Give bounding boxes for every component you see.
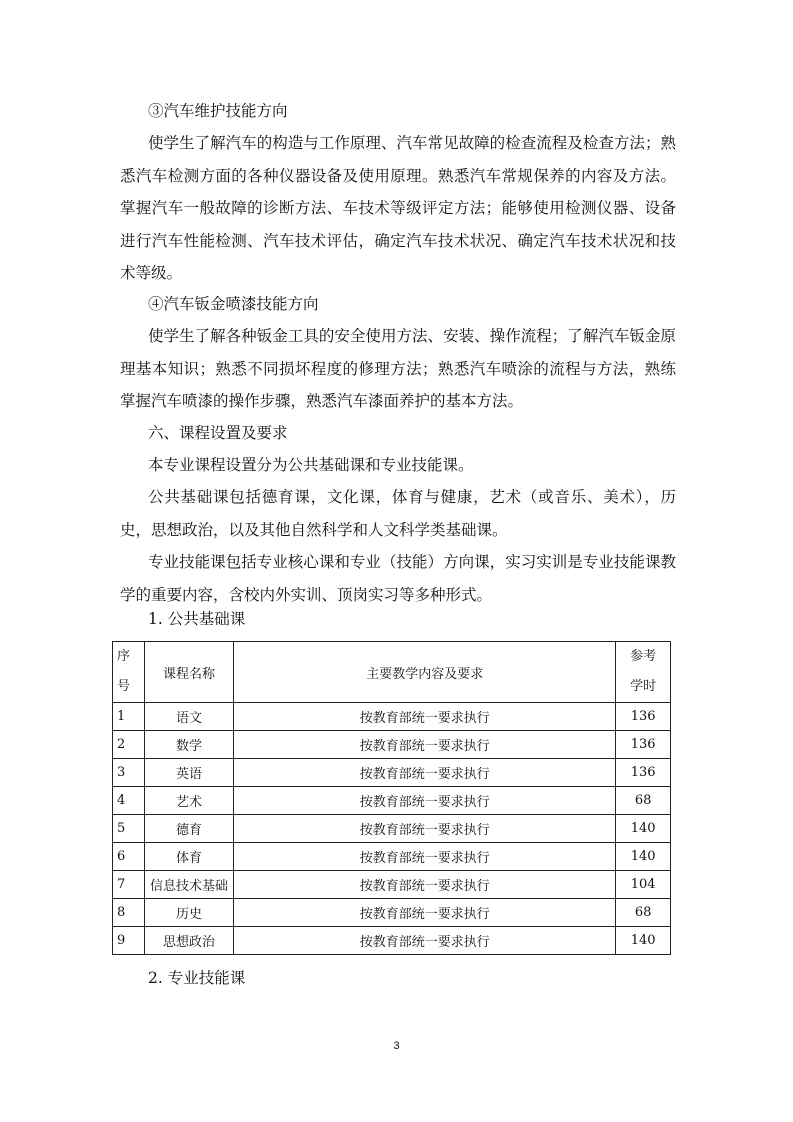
cell-no: 3 xyxy=(113,759,145,787)
section-body-maintenance: 使学生了解汽车的构造与工作原理、汽车常见故障的检查流程及检查方法；熟悉汽车检测方面的各种仪器设备及使用原理。熟悉汽车常规保养的内容及方法。掌握汽车一般故障的诊断方法、车技术等级评定方法；能够使用检测仪器、设备进行汽车性能检测、汽车技术评估，确定汽车技术状况、确定汽车技术状况和技术等级。 xyxy=(120,134,676,282)
cell-hours: 140 xyxy=(616,927,671,955)
cell-content: 按教育部统一要求执行 xyxy=(234,815,616,843)
table-row xyxy=(113,927,671,955)
cell-no: 5 xyxy=(113,815,145,843)
header-content: 主要教学内容及要求 xyxy=(234,642,616,703)
cell-no: 1 xyxy=(113,703,145,731)
cell-no: 4 xyxy=(113,787,145,815)
header-hours: 参考 学时 xyxy=(616,642,671,703)
cell-hours: 140 xyxy=(616,815,671,843)
table-row xyxy=(113,815,671,843)
cell-no: 7 xyxy=(113,871,145,899)
section-title-maintenance: ③汽车维护技能方向 xyxy=(148,102,288,120)
cell-content: 按教育部统一要求执行 xyxy=(234,927,616,955)
cell-hours: 136 xyxy=(616,759,671,787)
cell-course-name: 思想政治 xyxy=(144,927,233,955)
cell-course-name: 英语 xyxy=(144,759,233,787)
cell-content: 按教育部统一要求执行 xyxy=(234,787,616,815)
cell-course-name: 德育 xyxy=(144,815,233,843)
cell-hours: 104 xyxy=(616,871,671,899)
cell-content: 按教育部统一要求执行 xyxy=(234,871,616,899)
subsection-public-courses: 1. 公共基础课 xyxy=(148,610,246,628)
table-row xyxy=(113,703,671,731)
curriculum-title: 六、课程设置及要求 xyxy=(148,424,288,442)
cell-course-name: 信息技术基础 xyxy=(144,871,233,899)
cell-hours: 136 xyxy=(616,731,671,759)
table-row xyxy=(113,899,671,927)
section-title-bodywork: ④汽车钣金喷漆技能方向 xyxy=(148,295,319,313)
table-row xyxy=(113,787,671,815)
curriculum-paragraph-1: 本专业课程设置分为公共基础课和专业技能课。 xyxy=(148,456,474,474)
table-row xyxy=(113,843,671,871)
header-no: 序 号 xyxy=(113,642,145,703)
cell-hours: 68 xyxy=(616,787,671,815)
cell-course-name: 体育 xyxy=(144,843,233,871)
cell-course-name: 艺术 xyxy=(144,787,233,815)
section-body-bodywork: 使学生了解各种钣金工具的安全使用方法、安装、操作流程；了解汽车钣金原理基本知识；熟悉不同损坏程度的修理方法；熟悉汽车喷涂的流程与方法，熟练掌握汽车喷漆的操作步骤，熟悉汽车漆面养护的基本方法。 xyxy=(120,327,676,410)
subsection-professional-courses: 2. 专业技能课 xyxy=(148,969,246,987)
curriculum-paragraph-2: 公共基础课包括德育课，文化课，体育与健康，艺术（或音乐、美术），历史，思想政治，以及其他自然科学和人文科学类基础课。 xyxy=(120,488,676,539)
cell-hours: 140 xyxy=(616,843,671,871)
cell-no: 6 xyxy=(113,843,145,871)
cell-course-name: 语文 xyxy=(144,703,233,731)
cell-course-name: 数学 xyxy=(144,731,233,759)
cell-content: 按教育部统一要求执行 xyxy=(234,899,616,927)
cell-content: 按教育部统一要求执行 xyxy=(234,731,616,759)
page-number: 3 xyxy=(393,1040,400,1052)
header-course-name: 课程名称 xyxy=(144,642,233,703)
public-courses-table xyxy=(112,641,671,955)
cell-hours: 68 xyxy=(616,899,671,927)
cell-hours: 136 xyxy=(616,703,671,731)
cell-content: 按教育部统一要求执行 xyxy=(234,843,616,871)
cell-no: 2 xyxy=(113,731,145,759)
table-header-row xyxy=(113,642,671,703)
cell-course-name: 历史 xyxy=(144,899,233,927)
cell-content: 按教育部统一要求执行 xyxy=(234,759,616,787)
cell-no: 8 xyxy=(113,899,145,927)
table-row xyxy=(113,731,671,759)
table-row xyxy=(113,871,671,899)
cell-content: 按教育部统一要求执行 xyxy=(234,703,616,731)
curriculum-paragraph-3: 专业技能课包括专业核心课和专业（技能）方向课，实习实训是专业技能课教学的重要内容，含校内外实训、顶岗实习等多种形式。 xyxy=(120,553,676,604)
cell-no: 9 xyxy=(113,927,145,955)
table-row xyxy=(113,759,671,787)
